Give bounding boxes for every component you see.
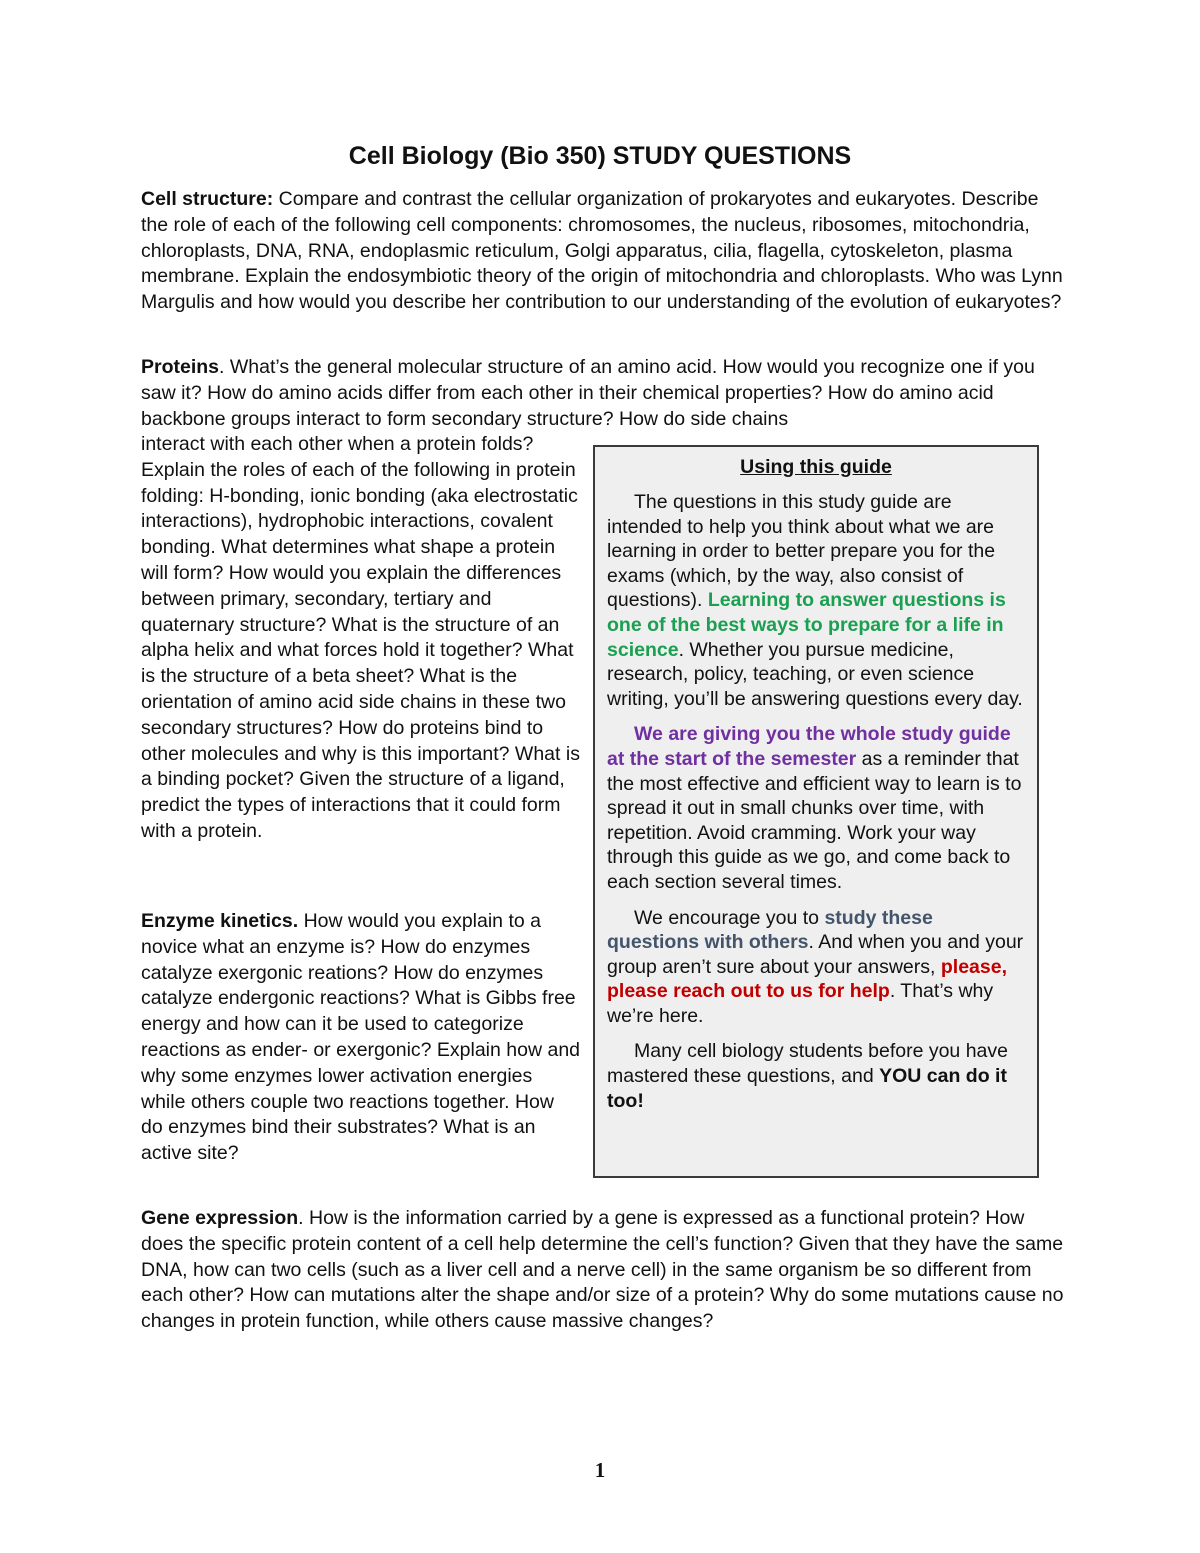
section-body-proteins-continued: interact with each other when a protein folds? Explain the roles of each of the following in protein folding: H-bonding, ionic bonding (aka electrostatic interactions), hydrophobic interactions, covalent bonding. What determines what shape a protein will form? How would you explain the differences between primary, secondary, tertiary and quaternary structure? What is the structure of an alpha helix and what forces hold it together? What is the structure of a beta sheet? What is the orientation of amino acid side chains in these two secondary structures? How do proteins bind to other molecules and why is this important? What is a binding pocket? Given the structure of a ligand, predict the types of interactions that it could form with a protein.: [141, 433, 580, 842]
section-body-proteins-top: . What’s the general molecular structure of an amino acid. How would you recognize one if you saw it? How do amino acids differ from each other in their chemical properties? How do amino acid backbone groups interact to form secondary structure? How do side chains: [141, 356, 1035, 430]
section-heading-gene-expression: Gene expression: [141, 1207, 299, 1229]
section-body-gene-expression: . How is the information carried by a gene is expressed as a functional protein? How does the specific protein content of a cell help determine the cell’s function? Given that they have the same DNA, how can two cells (such as a liver cell and a nerve cell) in the same organism be so different from each other? How can mutations alter the shape and/or size of a protein? Why do some mutations cause no changes in protein function, while others cause massive changes?: [141, 1207, 1064, 1333]
section-heading-enzyme-kinetics: Enzyme kinetics.: [141, 910, 299, 932]
page-number: 1: [594, 1458, 606, 1482]
using-this-guide-box: [593, 445, 1039, 1178]
box-p2-text: as a reminder that the most effective and efficient way to learn is to spread it out in small chunks over time, with repetition. Avoid cramming. Work your way through this guide as we go, and come back to each section several times.: [607, 747, 1022, 893]
box-p2-highlight: We are giving you the whole study guide at the start of the semester: [607, 723, 1011, 770]
box-p4-highlight: YOU can do it too!: [607, 1065, 1007, 1112]
box-p3-highlight-study: study these questions with others: [607, 906, 933, 954]
box-paragraph-2: [607, 722, 1025, 894]
box-p1-text: The questions in this study guide are intended to help you think about what we are learning in order to better prepare you for the exams (which, by the way, also consist of questions).: [607, 491, 996, 612]
box-paragraph-1: [607, 490, 1025, 711]
section-proteins: [141, 355, 1063, 432]
box-title: Using this guide: [740, 456, 892, 478]
section-gene-expression: [141, 1206, 1071, 1335]
box-p4-text: Many cell biology students before you have mastered these questions, and: [607, 1040, 1008, 1088]
section-body-enzyme-kinetics: How would you explain to a novice what an enzyme is? How do enzymes catalyze exergonic reations? How do enzymes catalyze endergonic reactions? What is Gibbs free energy and how can it be used to categorize reactions as ender- or exergonic? Explain how and why some enzymes lower activation energies while others couple two reactions together. How do enzymes bind their substrates? What is an active site?: [141, 910, 581, 1165]
box-paragraph-4: [607, 1039, 1025, 1113]
section-enzyme-kinetics: [141, 909, 581, 1167]
box-paragraph-3: [607, 906, 1025, 1029]
box-p1-text-end: . Whether you pursue medicine, research, policy, teaching, or even science writing, you’ll be answering questions every day.: [607, 638, 1023, 710]
section-heading-cell-structure: Cell structure:: [141, 188, 274, 210]
section-body-cell-structure: Compare and contrast the cellular organization of prokaryotes and eukaryotes. Describe the role of each of the following cell components: chromosomes, the nucleus, ribosomes, mitochondria, chloroplasts, DNA, RNA, endoplasmic reticulum, Golgi apparatus, cilia, flagella, cytoskeleton, plasma membrane. Explain the endosymbiotic theory of the origin of mitochondria and chloroplasts. Who was Lynn Margulis and how would you describe her contribution to our understanding of the evolution of eukaryotes?: [141, 188, 1063, 314]
box-p3-text-mid: . And when you and your group aren’t sure about your answers,: [607, 931, 1024, 978]
page-title: Cell Biology (Bio 350) STUDY QUESTIONS: [348, 142, 852, 170]
box-p3-highlight-help: please, please reach out to us for help: [607, 955, 1007, 1003]
box-p3-text-end: . That’s why we’re here.: [607, 980, 994, 1027]
box-p3-text: We encourage you to: [634, 906, 825, 929]
section-heading-proteins: Proteins: [141, 356, 220, 378]
section-proteins-continued: [141, 432, 581, 845]
section-cell-structure: [141, 187, 1063, 316]
box-p1-highlight: Learning to answer questions is one of the best ways to prepare for a life in science: [607, 589, 1006, 661]
